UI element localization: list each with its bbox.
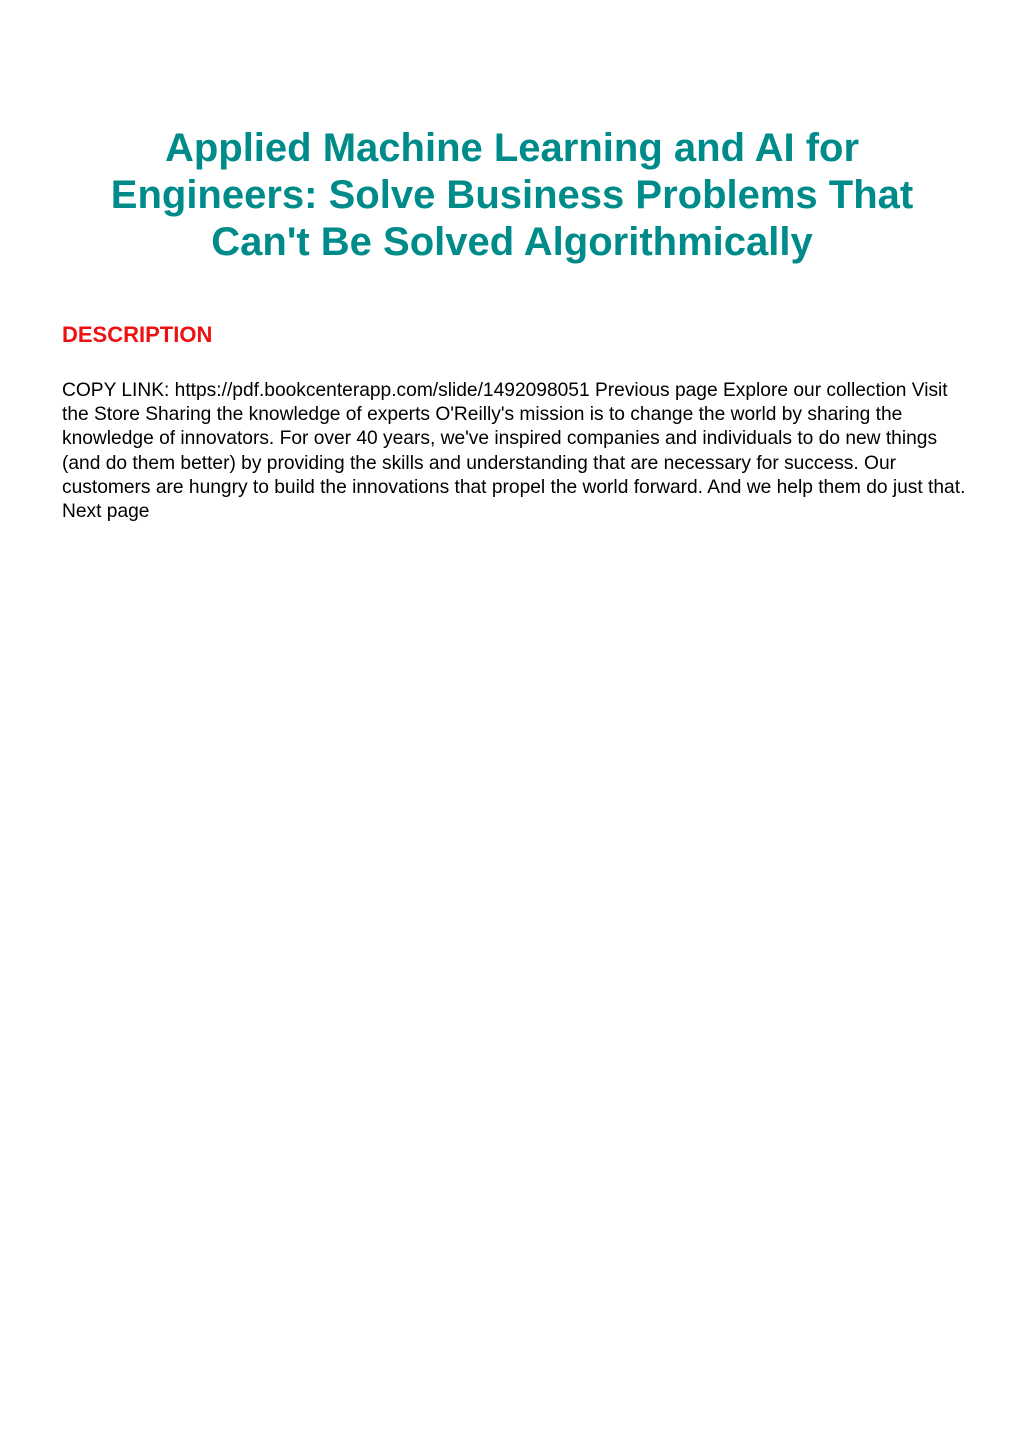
document-title: Applied Machine Learning and AI for Engineers: Solve Business Problems That Can't Be Solved Algorithmically bbox=[110, 126, 914, 264]
description-text: COPY LINK: https://pdf.bookcenterapp.com/slide/1492098051 Previous page Explore our collection Visit the Store Sharing the knowledge of experts O'Reilly's mission is to change the world by sharing the knowledge of innovators. For over 40 years, we've inspired companies and individuals to do new things (and do them better) by providing the skills and understanding that are necessary for success. Our customers are hungry to build the innovations that propel the world forward. And we help them do just that. Next page bbox=[62, 380, 966, 523]
description-heading: DESCRIPTION bbox=[62, 322, 213, 347]
